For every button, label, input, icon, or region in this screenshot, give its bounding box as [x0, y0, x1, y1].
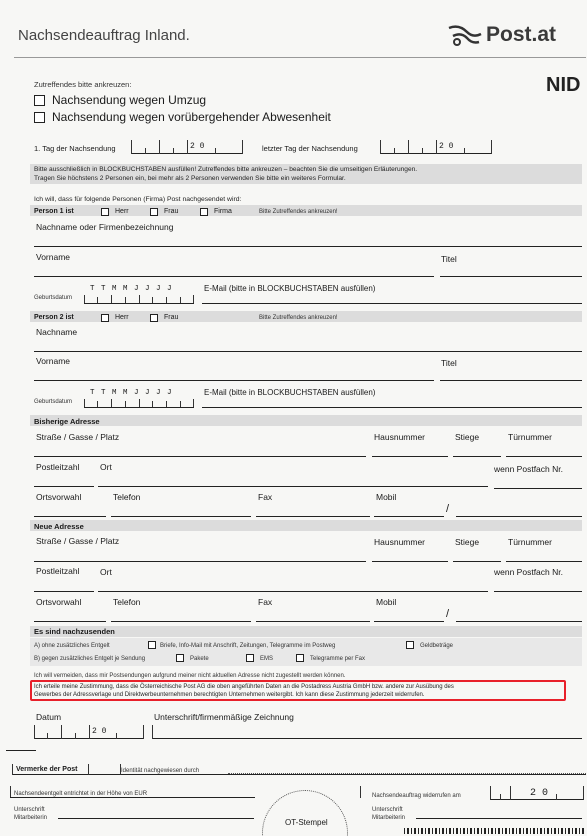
- person1-hint: Bitte Zutreffendes ankreuzen!: [259, 209, 338, 215]
- entgelt-label: Nachsendeentgelt entrichtet in der Höhe von EUR: [14, 791, 148, 797]
- footer-unterschrift-field[interactable]: [58, 818, 254, 819]
- briefe-checkbox[interactable]: [148, 641, 156, 649]
- last-day-label: letzter Tag der Nachsendung: [262, 144, 358, 153]
- person2-name-field[interactable]: [34, 338, 582, 352]
- old-address-band: [30, 415, 582, 426]
- person2-email-field[interactable]: [202, 394, 582, 408]
- new-mobil-label: Mobil: [376, 597, 397, 607]
- old-mobil-label: Mobil: [376, 492, 397, 502]
- person2-label: Person 2 ist: [34, 314, 74, 321]
- person2-titel-label: Titel: [441, 358, 457, 368]
- identitaet-label: Identität nachgewiesen durch: [121, 768, 200, 774]
- fold-mark: [6, 750, 36, 751]
- new-ort-label: Ort: [100, 567, 112, 577]
- items-row-b-label: B) gegen zusätzliches Entgelt je Sendung: [34, 656, 146, 662]
- person2-titel-field[interactable]: [440, 367, 582, 381]
- umzug-label: Nachsendung wegen Umzug: [52, 93, 207, 107]
- new-stiege-field[interactable]: [453, 548, 501, 562]
- new-fax-label: Fax: [258, 597, 273, 607]
- ot-stamp-label: OT-Stempel: [285, 818, 328, 827]
- old-fax-field[interactable]: [256, 503, 370, 517]
- ems-checkbox[interactable]: [246, 654, 254, 662]
- new-vorwahl-label: Ortsvorwahl: [36, 597, 82, 607]
- new-plz-field[interactable]: [34, 578, 94, 592]
- old-mobil-number-field[interactable]: [456, 503, 582, 517]
- old-hausnummer-field[interactable]: [372, 443, 448, 457]
- telegramme-fax-checkbox[interactable]: [296, 654, 304, 662]
- new-strasse-label: Straße / Gasse / Platz: [36, 536, 120, 546]
- first-day-label: 1. Tag der Nachsendung: [34, 144, 116, 153]
- pakete-label: Pakete: [190, 656, 209, 662]
- briefe-label: Briefe, Info-Mail mit Anschrift, Zeitungen, Telegramme im Postweg: [160, 643, 336, 649]
- person2-geburtsdatum-field[interactable]: [84, 394, 194, 408]
- person2-herr-label: Herr: [115, 314, 129, 321]
- widerruf-unterschrift-field[interactable]: [416, 818, 582, 819]
- consent-prefix: Ich will vermeiden, dass mir Postsendungen aufgrund meiner nicht aktuellen Adresse nicht zugestellt werden können.: [34, 673, 346, 679]
- person2-email-label: E-Mail (bitte in BLOCKBUCHSTABEN ausfüllen): [204, 388, 376, 397]
- widerruf-year-prefix: 2 0: [530, 788, 549, 799]
- old-mobil-slash: /: [446, 503, 450, 515]
- person1-email-label: E-Mail (bitte in BLOCKBUCHSTABEN ausfüllen): [204, 284, 376, 293]
- person1-frau-checkbox[interactable]: [150, 208, 158, 216]
- new-postfach-field[interactable]: [494, 578, 582, 592]
- person1-name-label: Nachname oder Firmenbezeichnung: [36, 222, 174, 232]
- new-address-heading: Neue Adresse: [34, 522, 84, 531]
- old-mobil-prefix-field[interactable]: [374, 503, 444, 517]
- old-telefon-label: Telefon: [113, 492, 141, 502]
- new-hausnummer-label: Hausnummer: [374, 537, 426, 547]
- first-day-year-prefix: 2 0: [190, 142, 205, 151]
- person2-date-format: T T M M J J J J: [90, 389, 173, 397]
- new-ort-field[interactable]: [98, 578, 488, 592]
- old-postfach-label: wenn Postfach Nr.: [494, 464, 563, 474]
- new-hausnummer-field[interactable]: [372, 548, 448, 562]
- new-plz-label: Postleitzahl: [36, 566, 80, 576]
- persons-intro: Ich will, dass für folgende Personen (Firma) Post nachgesendet wird:: [34, 196, 242, 203]
- person2-vorname-field[interactable]: [34, 367, 434, 381]
- notice-line-2: Tragen Sie höchstens 2 Personen ein, bei mehr als 2 Personen verwenden Sie bitte ein weiteres Formular.: [34, 175, 346, 182]
- old-stiege-label: Stiege: [455, 432, 480, 442]
- person1-vorname-field[interactable]: [34, 263, 434, 277]
- person2-frau-label: Frau: [164, 314, 179, 321]
- person1-frau-label: Frau: [164, 208, 179, 215]
- person1-titel-field[interactable]: [440, 263, 582, 277]
- old-hausnummer-label: Hausnummer: [374, 432, 426, 442]
- new-fax-field[interactable]: [256, 608, 370, 622]
- old-plz-field[interactable]: [34, 473, 94, 487]
- last-day-year-prefix: 2 0: [439, 142, 454, 151]
- corner-code: NID: [546, 74, 581, 96]
- unterschrift-field[interactable]: [152, 723, 582, 739]
- widerruf-date-field[interactable]: [490, 786, 584, 800]
- abwesenheit-label: Nachsendung wegen vorübergehender Abwesenheit: [52, 110, 331, 124]
- old-fax-label: Fax: [258, 492, 273, 502]
- person1-herr-checkbox[interactable]: [101, 208, 109, 216]
- footer-unterschrift-label: Unterschrift: [14, 807, 45, 813]
- old-ort-label: Ort: [100, 462, 112, 472]
- old-postfach-field[interactable]: [494, 475, 582, 489]
- new-mobil-prefix-field[interactable]: [374, 608, 444, 622]
- ot-stamp-circle: [262, 790, 348, 836]
- consent-line-2: Gewerbes der Adressverlage und Direktwerbeunternehmen berechtigten Unternehmen weitergibt. Ich kann diese Zustimmung jederzeit widerrufen.: [34, 692, 425, 698]
- new-strasse-field[interactable]: [34, 548, 366, 562]
- person1-date-format: T T M M J J J J: [90, 285, 173, 293]
- person1-label: Person 1 ist: [34, 208, 74, 215]
- old-vorwahl-field[interactable]: [34, 503, 106, 517]
- person1-vorname-label: Vorname: [36, 252, 71, 262]
- instruction-text: Zutreffendes bitte ankreuzen:: [34, 80, 132, 89]
- old-strasse-label: Straße / Gasse / Platz: [36, 432, 120, 442]
- geldbetraege-label: Geldbeträge: [420, 643, 454, 649]
- person1-name-field[interactable]: [34, 233, 582, 247]
- datum-year-prefix: 2 0: [92, 727, 107, 736]
- widerruf-label: Nachsendeauftrag widerrufen am: [372, 793, 461, 799]
- person1-geburtsdatum-field[interactable]: [84, 290, 194, 304]
- widerruf-unterschrift-label: Unterschrift: [372, 807, 403, 813]
- person1-email-field[interactable]: [202, 290, 582, 304]
- old-strasse-field[interactable]: [34, 443, 366, 457]
- datum-field[interactable]: [34, 723, 144, 739]
- consent-line-1: Ich erteile meine Zustimmung, dass die Österreichische Post AG die oben angeführten Daten an die Postadress Austria GmbH bzw. andere zur Ausübung des: [34, 684, 454, 690]
- new-address-band: [30, 520, 582, 531]
- last-day-field[interactable]: [380, 138, 492, 154]
- old-tuer-label: Türnummer: [508, 432, 552, 442]
- person2-name-label: Nachname: [36, 327, 78, 337]
- telegramme-fax-label: Telegramme per Fax: [310, 656, 366, 662]
- person2-hint: Bitte Zutreffendes ankreuzen!: [259, 315, 338, 321]
- person2-vorname-label: Vorname: [36, 356, 71, 366]
- new-mobil-slash: /: [446, 608, 450, 620]
- unterschrift-label: Unterschrift/firmenmäßige Zeichnung: [154, 712, 294, 722]
- person1-titel-label: Titel: [441, 254, 457, 264]
- old-stiege-field[interactable]: [453, 443, 501, 457]
- person1-geburtsdatum-label: Geburtsdatum: [34, 295, 73, 301]
- new-vorwahl-field[interactable]: [34, 608, 106, 622]
- vermerke-label: Vermerke der Post: [16, 766, 78, 773]
- old-plz-label: Postleitzahl: [36, 462, 80, 472]
- widerruf-mitarbeiter-label: Mitarbeiterin: [372, 815, 406, 821]
- old-tuer-field[interactable]: [506, 443, 582, 457]
- form-title: Nachsendeauftrag Inland.: [18, 27, 190, 44]
- notice-line-1: Bitte ausschließlich in BLOCKBUCHSTABEN ausfüllen! Zutreffendes bitte ankreuzen – beachten Sie die umseitigen Erläuterungen.: [34, 166, 418, 173]
- old-ort-field[interactable]: [98, 473, 488, 487]
- abwesenheit-checkbox[interactable]: [34, 112, 45, 123]
- posthorn-logo-icon: [447, 22, 483, 48]
- old-vorwahl-label: Ortsvorwahl: [36, 492, 82, 502]
- person1-firma-label: Firma: [214, 208, 232, 215]
- person1-herr-label: Herr: [115, 208, 129, 215]
- identitaet-field[interactable]: [228, 773, 586, 774]
- old-telefon-field[interactable]: [111, 503, 251, 517]
- items-heading: Es sind nachzusenden: [34, 627, 115, 636]
- new-tuer-field[interactable]: [506, 548, 582, 562]
- header-divider: [14, 57, 586, 58]
- umzug-checkbox[interactable]: [34, 95, 45, 106]
- pakete-checkbox[interactable]: [176, 654, 184, 662]
- new-mobil-number-field[interactable]: [456, 608, 582, 622]
- new-stiege-label: Stiege: [455, 537, 480, 547]
- new-telefon-field[interactable]: [111, 608, 251, 622]
- entgelt-field[interactable]: [186, 790, 250, 798]
- footer-mitarbeiter-label: Mitarbeiterin: [14, 815, 48, 821]
- person2-frau-checkbox[interactable]: [150, 314, 158, 322]
- person2-geburtsdatum-label: Geburtsdatum: [34, 399, 73, 405]
- items-row-a-label: A) ohne zusätzliches Entgelt: [34, 643, 110, 649]
- datum-label: Datum: [36, 712, 62, 722]
- barcode-strip: [404, 828, 584, 834]
- new-telefon-label: Telefon: [113, 597, 141, 607]
- new-tuer-label: Türnummer: [508, 537, 552, 547]
- geldbetraege-checkbox[interactable]: [406, 641, 414, 649]
- first-day-field[interactable]: [131, 138, 243, 154]
- old-address-heading: Bisherige Adresse: [34, 417, 100, 426]
- post-logo-text: Post.at: [486, 23, 557, 46]
- person1-firma-checkbox[interactable]: [200, 208, 208, 216]
- person2-herr-checkbox[interactable]: [101, 314, 109, 322]
- new-postfach-label: wenn Postfach Nr.: [494, 567, 563, 577]
- ems-label: EMS: [260, 656, 274, 662]
